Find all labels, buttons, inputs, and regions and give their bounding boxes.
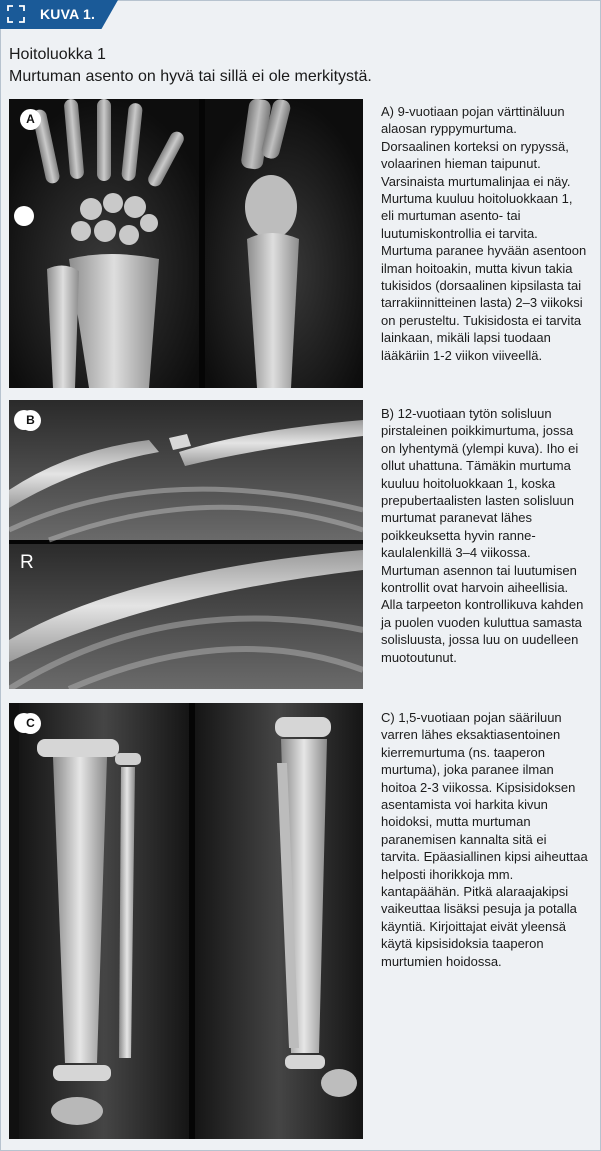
xray-panel-c [9,703,363,1139]
panel-badge-a: A [20,109,41,130]
page-title [9,44,372,88]
clavicle-xray-image [9,400,363,689]
xray-panel-b [9,400,363,689]
panel-a-description: A) 9-vuotiaan pojan värttinäluun alaosan ryppymurtuma. Dorsaalinen korteksi on rypyssä, volaarinen hieman taipunut. Varsinaista murtumalinjaa ei näy. Murtuma kuuluu hoitoluokkaan 1, eli murtuman asento- tai luutumiskontrollia ei tarvita. Murtuma paranee hyvään asentoon ilman hoitoakin, mutta kivun takia tukisidos (dorsaalinen kipsilasta tai tarrakiinnitteinen lasta) 2–3 viikoksi on perusteltu. Tukisidosta ei tarvita lainkaan, mikäli lapsi tuodaan lääkäriin 1-2 viikon viiveellä. [381,104,587,363]
xray-panel-a [9,99,363,388]
tibia-xray-image [9,703,363,1139]
figure-label: KUVA 1. [40,6,96,22]
panel-badge-b: B [20,410,41,431]
panel-c-description: C) 1,5-vuotiaan pojan sääriluun varren lähes eksaktiasentoinen kierremurtuma (ns. taaperon murtuma), joka paranee ilman hoitoa 2-3 viikossa. Kipsisidoksen asentamista voi harkita kivun hoidoksi, mutta murtuman paranemisen kannalta sitä ei tarvita. Epäasiallinen kipsi aiheuttaa helposti ihorikkoja mm. kantapäähän. Pitkä alaraajakipsi vaikeuttaa lisäksi pesuja ja potalla käyntiä. Kirjoittajat eivät yleensä käytä kipsisidoksia taaperon murtumien hoidossa. [381,710,588,969]
title-line-2: Murtuman asento on hyvä tai sillä ei ole merkitystä. [9,68,372,85]
side-marker-r: R [20,552,34,573]
title-line-1: Hoitoluokka 1 [9,46,106,63]
panel-b-description: B) 12-vuotiaan tytön solisluun pirstaleinen poikkimurtuma, jossa on lyhentymä (ylempi kuva). Iho ei ollut uhattuna. Tämäkin murtuma kuuluu hoitoluokkaan 1, koska prepubertaalisten lasten solisluun murtumat paranevat lähes poikkeuksetta hyvin ranne-kaulalenkillä 3–4 viikossa. Murtuman asennon tai luutumisen kontrollit ovat harvoin aiheellisia. Alla tarpeeton kontrollikuva kahden ja puolen vuoden kuluttua samasta solisluusta, jossa luu on uudelleen muotoutunut. [381,406,584,665]
bracket-frame-icon [7,5,25,23]
wrist-xray-image [9,99,363,388]
panel-badge-c: C [20,713,41,734]
